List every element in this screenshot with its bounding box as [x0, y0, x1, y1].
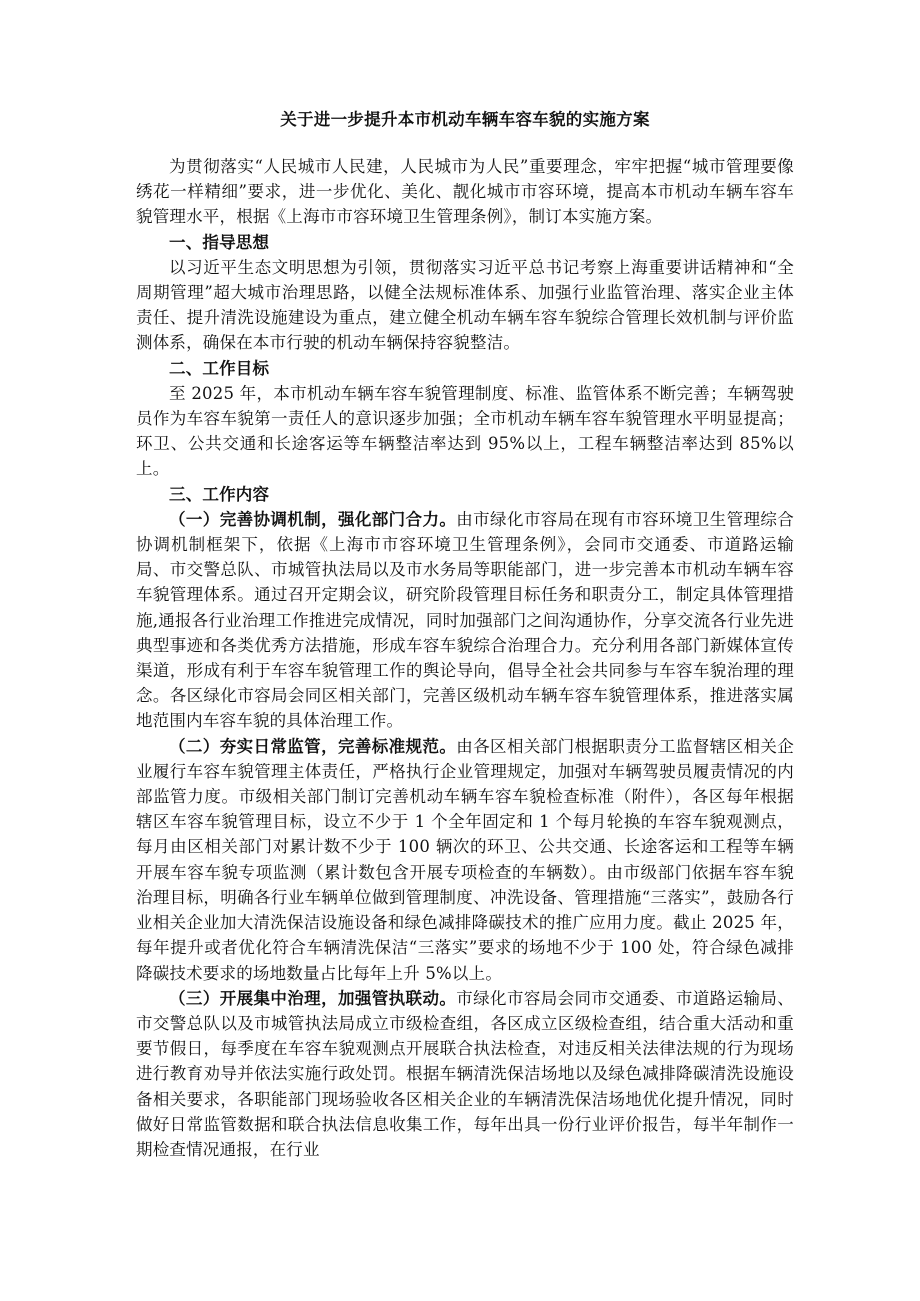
section-heading-guiding-ideology: 一、指导思想: [169, 232, 270, 252]
document-title: 关于进一步提升本市机动车辆车容车貌的实施方案: [280, 110, 650, 129]
work-item-2-lead: （二）夯实日常监管，完善标准规范。: [169, 736, 457, 756]
intro-paragraph: 为贯彻落实“人民城市人民建，人民城市为人民”重要理念，牢牢把握“城市管理要像绣花一样精细”要求，进一步优化、美化、靓化城市市容环境，提高本市机动车辆车容车貌管理水平，根据《上海市市容环境卫生管理条例》，制订本实施方案。: [136, 157, 794, 227]
work-item-2-body: 由各区相关部门根据职责分工监督辖区相关企业履行车容车貌管理主体责任，严格执行企业管理规定，加强对车辆驾驶员履责情况的内部监管力度。市级相关部门制订完善机动车辆车容车貌检查标准（附件），各区每年根据辖区车容车貌管理目标，设立不少于 1 个全年固定和 1 个每月轮换的车容车貌观测点，每月由区相关部门对累计数不少于 100 辆次的环卫、公共交通、长途客运和工程等车辆开展车容车貌专项监测（累计数包含开展专项检查的车辆数）。由市级部门依据车容车貌治理目标，明确各行业车辆单位做到管理制度、冲洗设备、管理措施“三落实”，鼓励各行业相关企业加大清洗保洁设施设备和绿色减排降碳技术的推广应用力度。截止 2025 年，每年提升或者优化符合车辆清洗保洁“三落实”要求的场地不少于 100 处，符合绿色减排降碳技术要求的场地数量占比每年上升 5%以上。: [136, 736, 794, 983]
section-heading-work-content: 三、工作内容: [169, 484, 270, 504]
work-item-1: [136, 507, 794, 734]
work-item-1-lead: （一）完善协调机制，强化部门合力。: [169, 509, 457, 529]
work-item-3-body: 市绿化市容局会同市交通委、市道路运输局、市交警总队以及市城管执法局成立市级检查组，各区成立区级检查组，结合重大活动和重要节假日，每季度在车容车貌观测点开展联合执法检查，对违反相关法律法规的行为现场进行教育劝导并依法实施行政处罚。根据车辆清洗保洁场地以及绿色减排降碳清洗设施设备相关要求，各职能部门现场验收各区相关企业的车辆清洗保洁场地优化提升情况，同时做好日常监管数据和联合执法信息收集工作，每年出具一份行业评价报告，每半年制作一期检查情况通报，在行业: [136, 988, 794, 1159]
work-item-3-lead: （三）开展集中治理，加强管执联动。: [169, 988, 457, 1008]
section-body-guiding-ideology: 以习近平生态文明思想为引领，贯彻落实习近平总书记考察上海重要讲话精神和“全周期管理”超大城市治理思路，以健全法规标准体系、加强行业监管治理、落实企业主体责任、提升清洗设施建设为重点，建立健全机动车辆车容车貌综合管理长效机制与评价监测体系，确保在本市行驶的机动车辆保持容貌整洁。: [136, 257, 794, 353]
work-item-3: [136, 986, 794, 1162]
section-body-work-goals: 至 2025 年，本市机动车辆车容车貌管理制度、标准、监管体系不断完善；车辆驾驶员作为车容车貌第一责任人的意识逐步加强；全市机动车辆车容车貌管理水平明显提高；环卫、公共交通和长途客运等车辆整洁率达到 95%以上，工程车辆整洁率达到 85%以上。: [136, 383, 794, 479]
document-page: [136, 108, 794, 1162]
section-heading-work-goals: 二、工作目标: [169, 358, 270, 378]
work-item-1-body: 由市绿化市容局在现有市容环境卫生管理综合协调机制框架下，依据《上海市市容环境卫生管理条例》，会同市交通委、市道路运输局、市交警总队、市城管执法局以及市水务局等职能部门，进一步完善本市机动车辆车容车貌管理体系。通过召开定期会议，研究阶段管理目标任务和职责分工，制定具体管理措施,通报各行业治理工作推进完成情况，同时加强部门之间沟通协作，分享交流各行业先进典型事迹和各类优秀方法措施，形成车容车貌综合治理合力。充分利用各部门新媒体宣传渠道，形成有利于车容车貌管理工作的舆论导向，倡导全社会共同参与车容车貌治理的理念。各区绿化市容局会同区相关部门，完善区级机动车辆车容车貌管理体系，推进落实属地范围内车容车貌的具体治理工作。: [136, 509, 794, 731]
work-item-2: [136, 734, 794, 986]
